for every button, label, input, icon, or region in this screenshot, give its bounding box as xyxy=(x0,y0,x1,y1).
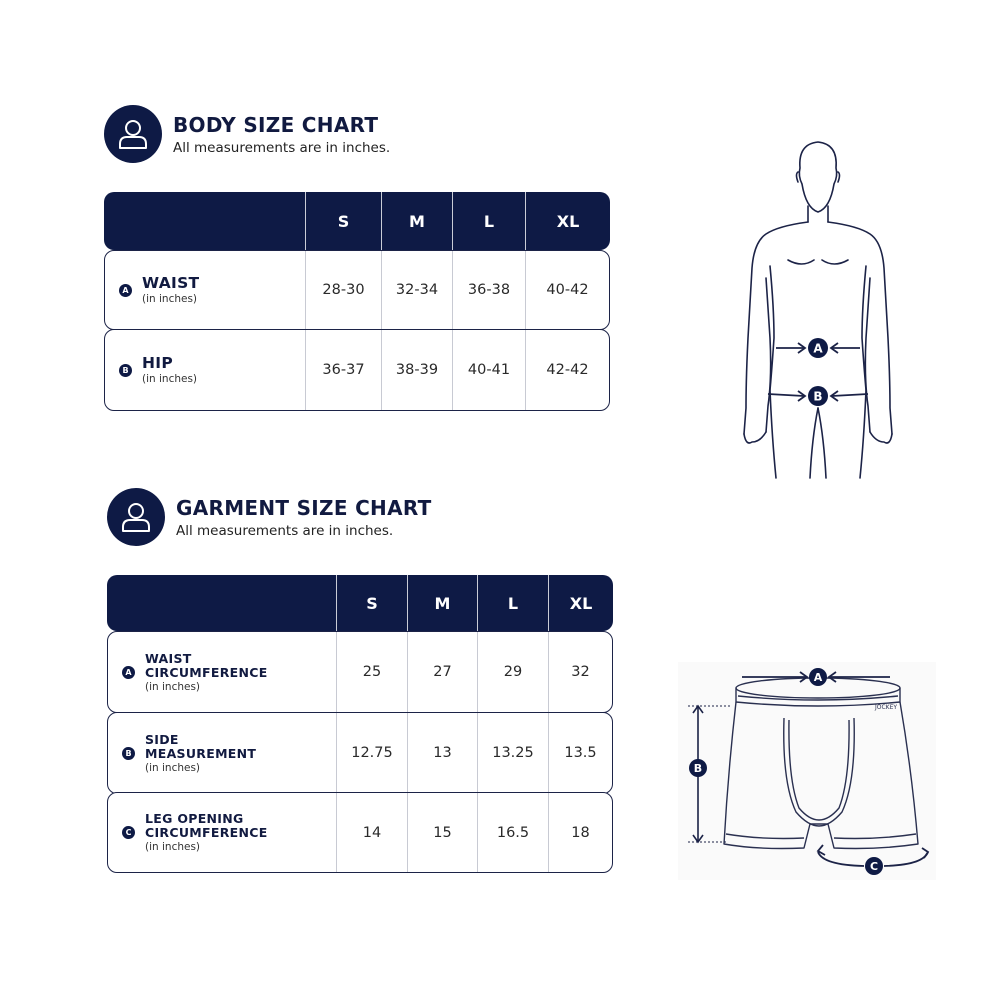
marker-b-badge: B xyxy=(122,747,135,760)
value-cell: 12.75 xyxy=(336,713,407,793)
value-cell: 18 xyxy=(548,793,612,872)
size-header-l: L xyxy=(477,575,548,631)
garment-marker-c: C xyxy=(869,860,879,873)
row-label-line1: WAIST xyxy=(145,650,192,666)
row-label-line1: LEG OPENING xyxy=(145,811,244,826)
value-cell: 40-41 xyxy=(452,330,525,410)
value-cell: 14 xyxy=(336,793,407,872)
garment-marker-a: A xyxy=(813,671,823,684)
row-label-line2: CIRCUMFERENCE xyxy=(145,825,268,840)
row-label-line2: CIRCUMFERENCE xyxy=(145,664,268,680)
row-label: HIP xyxy=(142,353,173,372)
size-header-s: S xyxy=(336,575,407,631)
size-header-s: S xyxy=(305,192,381,250)
table-header xyxy=(104,192,610,250)
size-header-xl: XL xyxy=(525,192,610,250)
value-cell: 38-39 xyxy=(381,330,452,410)
row-unit: (in inches) xyxy=(142,293,198,306)
body-chart-subtitle: All measurements are in inches. xyxy=(173,139,391,156)
value-cell: 13.25 xyxy=(477,713,548,793)
row-label-line1: SIDE xyxy=(145,731,179,747)
row-label-line2: MEASUREMENT xyxy=(145,745,257,761)
table-header xyxy=(107,575,613,631)
row-unit: (in inches) xyxy=(145,761,201,774)
body-marker-b: B xyxy=(813,389,823,404)
garment-marker-b: B xyxy=(693,762,703,775)
marker-a-badge: A xyxy=(122,666,135,679)
table-row xyxy=(104,250,610,330)
body-figure-illustration xyxy=(738,138,898,483)
person-icon xyxy=(107,488,165,546)
garment-chart-subtitle: All measurements are in inches. xyxy=(176,522,394,539)
value-cell: 15 xyxy=(407,793,477,872)
marker-b-badge: B xyxy=(119,364,132,377)
body-chart-title: BODY SIZE CHART xyxy=(173,112,379,137)
table-row xyxy=(107,712,613,794)
table-row xyxy=(104,329,610,411)
value-cell: 16.5 xyxy=(477,793,548,872)
size-header-l: L xyxy=(452,192,525,250)
value-cell: 40-42 xyxy=(525,251,609,329)
garment-chart-title: GARMENT SIZE CHART xyxy=(176,495,432,520)
size-header-m: M xyxy=(407,575,477,631)
size-header-m: M xyxy=(381,192,452,250)
value-cell: 32 xyxy=(548,632,612,712)
row-unit: (in inches) xyxy=(142,373,198,386)
value-cell: 32-34 xyxy=(381,251,452,329)
garment-size-table xyxy=(107,575,613,873)
value-cell: 36-37 xyxy=(305,330,381,410)
size-header-xl: XL xyxy=(548,575,613,631)
value-cell: 25 xyxy=(336,632,407,712)
value-cell: 13 xyxy=(407,713,477,793)
person-icon xyxy=(104,105,162,163)
garment-trunk-illustration xyxy=(678,662,936,880)
row-unit: (in inches) xyxy=(145,680,201,693)
value-cell: 42-42 xyxy=(525,330,609,410)
brand-label: JOCKEY xyxy=(874,704,898,711)
body-marker-a: A xyxy=(813,341,823,356)
row-label: WAIST xyxy=(142,273,200,292)
body-size-table xyxy=(104,192,610,411)
garment-chart-heading xyxy=(107,488,432,546)
value-cell: 36-38 xyxy=(452,251,525,329)
value-cell: 13.5 xyxy=(548,713,612,793)
value-cell: 28-30 xyxy=(305,251,381,329)
marker-a-badge: A xyxy=(119,284,132,297)
value-cell: 29 xyxy=(477,632,548,712)
row-unit: (in inches) xyxy=(145,841,201,853)
table-row xyxy=(107,631,613,713)
value-cell: 27 xyxy=(407,632,477,712)
marker-c-badge: C xyxy=(122,826,135,839)
body-chart-heading xyxy=(104,105,390,163)
table-row xyxy=(107,792,613,873)
